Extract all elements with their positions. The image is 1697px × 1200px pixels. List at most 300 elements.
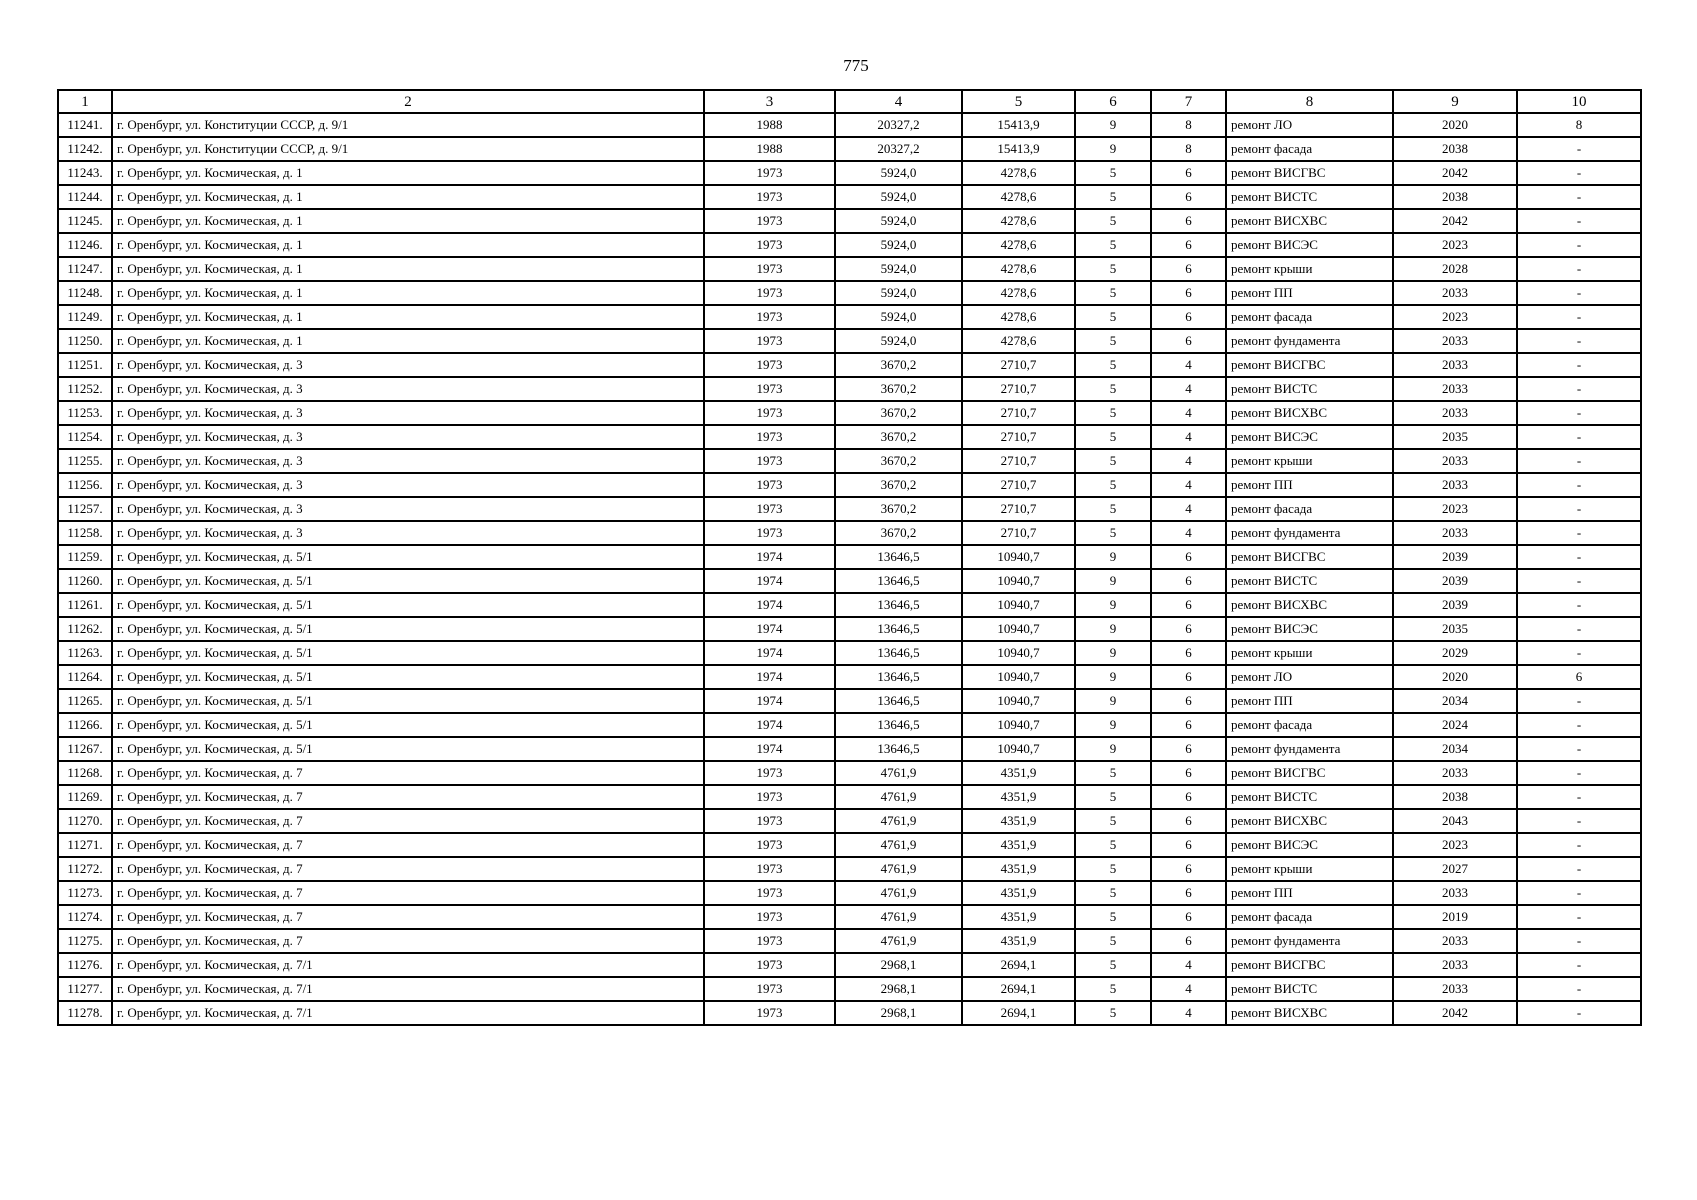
cell-floors: 5 [1075,929,1151,953]
cell-living-area: 10940,7 [962,569,1075,593]
cell-entrances: 6 [1151,905,1226,929]
cell-living-area: 4351,9 [962,905,1075,929]
cell-year-built: 1973 [704,281,835,305]
table-row [58,977,1641,1001]
cell-floors: 5 [1075,521,1151,545]
cell-living-area: 4351,9 [962,809,1075,833]
cell-repair-type: ремонт ВИСЭС [1226,617,1393,641]
cell-year-built: 1973 [704,521,835,545]
cell-living-area: 4278,6 [962,281,1075,305]
table-row [58,521,1641,545]
column-header-10: 10 [1517,90,1641,113]
cell-floors: 9 [1075,713,1151,737]
cell-planned-year: 2023 [1393,833,1517,857]
cell-living-area: 4351,9 [962,785,1075,809]
cell-total-area: 4761,9 [835,785,962,809]
cell-total-area: 13646,5 [835,713,962,737]
cell-col10-value: - [1517,353,1641,377]
cell-address: г. Оренбург, ул. Космическая, д. 3 [112,425,704,449]
cell-entrances: 6 [1151,257,1226,281]
cell-repair-type: ремонт ЛО [1226,113,1393,137]
cell-floors: 5 [1075,377,1151,401]
cell-year-built: 1973 [704,449,835,473]
cell-entrances: 6 [1151,857,1226,881]
cell-year-built: 1974 [704,617,835,641]
cell-floors: 5 [1075,473,1151,497]
cell-floors: 5 [1075,233,1151,257]
cell-planned-year: 2042 [1393,1001,1517,1025]
cell-repair-type: ремонт ВИСЭС [1226,833,1393,857]
cell-col10-value: - [1517,785,1641,809]
cell-col10-value: - [1517,281,1641,305]
cell-address: г. Оренбург, ул. Космическая, д. 5/1 [112,545,704,569]
cell-entrances: 4 [1151,473,1226,497]
cell-row-number: 11265. [58,689,112,713]
cell-total-area: 3670,2 [835,377,962,401]
table-row [58,641,1641,665]
cell-year-built: 1974 [704,665,835,689]
cell-row-number: 11256. [58,473,112,497]
cell-address: г. Оренбург, ул. Космическая, д. 5/1 [112,713,704,737]
cell-total-area: 5924,0 [835,185,962,209]
cell-repair-type: ремонт фундамента [1226,521,1393,545]
cell-total-area: 13646,5 [835,569,962,593]
cell-col10-value: - [1517,377,1641,401]
cell-col10-value: - [1517,569,1641,593]
cell-entrances: 4 [1151,521,1226,545]
cell-planned-year: 2033 [1393,977,1517,1001]
table-row [58,785,1641,809]
cell-planned-year: 2033 [1393,377,1517,401]
table-row [58,113,1641,137]
cell-row-number: 11254. [58,425,112,449]
cell-row-number: 11266. [58,713,112,737]
cell-planned-year: 2019 [1393,905,1517,929]
cell-living-area: 2710,7 [962,449,1075,473]
cell-entrances: 6 [1151,233,1226,257]
cell-entrances: 4 [1151,1001,1226,1025]
cell-total-area: 4761,9 [835,761,962,785]
cell-living-area: 2710,7 [962,425,1075,449]
cell-planned-year: 2020 [1393,665,1517,689]
cell-living-area: 4351,9 [962,833,1075,857]
cell-col10-value: - [1517,929,1641,953]
column-header-7: 7 [1151,90,1226,113]
cell-address: г. Оренбург, ул. Космическая, д. 3 [112,401,704,425]
cell-row-number: 11255. [58,449,112,473]
cell-repair-type: ремонт ВИСТС [1226,569,1393,593]
cell-living-area: 4351,9 [962,857,1075,881]
cell-row-number: 11246. [58,233,112,257]
cell-repair-type: ремонт фасада [1226,905,1393,929]
cell-planned-year: 2039 [1393,569,1517,593]
cell-year-built: 1973 [704,881,835,905]
cell-col10-value: - [1517,449,1641,473]
cell-living-area: 4351,9 [962,761,1075,785]
cell-floors: 5 [1075,977,1151,1001]
table-row [58,449,1641,473]
cell-repair-type: ремонт крыши [1226,257,1393,281]
cell-total-area: 5924,0 [835,305,962,329]
cell-repair-type: ремонт фасада [1226,305,1393,329]
cell-col10-value: - [1517,761,1641,785]
cell-address: г. Оренбург, ул. Космическая, д. 7/1 [112,953,704,977]
cell-total-area: 3670,2 [835,497,962,521]
cell-address: г. Оренбург, ул. Космическая, д. 1 [112,185,704,209]
cell-floors: 5 [1075,329,1151,353]
cell-col10-value: - [1517,1001,1641,1025]
cell-entrances: 6 [1151,281,1226,305]
cell-repair-type: ремонт ПП [1226,473,1393,497]
cell-total-area: 5924,0 [835,329,962,353]
column-header-2: 2 [112,90,704,113]
cell-floors: 5 [1075,161,1151,185]
cell-living-area: 4278,6 [962,329,1075,353]
cell-entrances: 6 [1151,761,1226,785]
table-row [58,833,1641,857]
cell-repair-type: ремонт ВИСЭС [1226,425,1393,449]
cell-row-number: 11244. [58,185,112,209]
cell-col10-value: - [1517,305,1641,329]
table-row [58,737,1641,761]
cell-entrances: 6 [1151,209,1226,233]
cell-year-built: 1973 [704,209,835,233]
cell-col10-value: - [1517,593,1641,617]
cell-address: г. Оренбург, ул. Космическая, д. 7 [112,881,704,905]
cell-total-area: 13646,5 [835,545,962,569]
cell-total-area: 2968,1 [835,953,962,977]
cell-col10-value: - [1517,209,1641,233]
cell-col10-value: - [1517,473,1641,497]
cell-total-area: 4761,9 [835,833,962,857]
cell-total-area: 5924,0 [835,161,962,185]
cell-living-area: 2710,7 [962,473,1075,497]
cell-planned-year: 2027 [1393,857,1517,881]
cell-repair-type: ремонт ВИСТС [1226,977,1393,1001]
cell-entrances: 6 [1151,689,1226,713]
cell-year-built: 1974 [704,545,835,569]
cell-year-built: 1973 [704,401,835,425]
cell-address: г. Оренбург, ул. Космическая, д. 7 [112,857,704,881]
table-row [58,473,1641,497]
cell-year-built: 1974 [704,713,835,737]
table-row [58,401,1641,425]
cell-year-built: 1973 [704,185,835,209]
cell-floors: 5 [1075,425,1151,449]
cell-total-area: 13646,5 [835,617,962,641]
cell-living-area: 4351,9 [962,929,1075,953]
cell-floors: 5 [1075,881,1151,905]
column-header-5: 5 [962,90,1075,113]
table-row [58,257,1641,281]
cell-repair-type: ремонт ВИСГВС [1226,353,1393,377]
cell-total-area: 4761,9 [835,929,962,953]
cell-floors: 5 [1075,353,1151,377]
cell-living-area: 2710,7 [962,497,1075,521]
cell-row-number: 11251. [58,353,112,377]
cell-entrances: 6 [1151,329,1226,353]
cell-row-number: 11250. [58,329,112,353]
cell-row-number: 11242. [58,137,112,161]
cell-col10-value: - [1517,713,1641,737]
cell-living-area: 4278,6 [962,257,1075,281]
table-row [58,137,1641,161]
cell-floors: 5 [1075,401,1151,425]
cell-year-built: 1973 [704,905,835,929]
cell-entrances: 6 [1151,929,1226,953]
cell-planned-year: 2023 [1393,233,1517,257]
cell-year-built: 1973 [704,761,835,785]
cell-address: г. Оренбург, ул. Космическая, д. 7 [112,929,704,953]
cell-living-area: 2710,7 [962,377,1075,401]
cell-floors: 5 [1075,497,1151,521]
cell-repair-type: ремонт крыши [1226,857,1393,881]
cell-address: г. Оренбург, ул. Космическая, д. 1 [112,257,704,281]
cell-planned-year: 2033 [1393,521,1517,545]
cell-address: г. Оренбург, ул. Космическая, д. 3 [112,521,704,545]
cell-year-built: 1973 [704,833,835,857]
cell-col10-value: - [1517,809,1641,833]
cell-col10-value: - [1517,689,1641,713]
cell-address: г. Оренбург, ул. Космическая, д. 7 [112,905,704,929]
cell-entrances: 6 [1151,617,1226,641]
cell-living-area: 15413,9 [962,113,1075,137]
cell-col10-value: - [1517,857,1641,881]
cell-year-built: 1974 [704,641,835,665]
cell-repair-type: ремонт ВИСГВС [1226,761,1393,785]
cell-total-area: 20327,2 [835,113,962,137]
cell-entrances: 6 [1151,161,1226,185]
cell-entrances: 4 [1151,401,1226,425]
cell-planned-year: 2033 [1393,281,1517,305]
cell-col10-value: - [1517,521,1641,545]
cell-row-number: 11259. [58,545,112,569]
cell-address: г. Оренбург, ул. Космическая, д. 1 [112,161,704,185]
cell-living-area: 10940,7 [962,713,1075,737]
cell-col10-value: - [1517,233,1641,257]
column-header-4: 4 [835,90,962,113]
cell-total-area: 13646,5 [835,593,962,617]
cell-address: г. Оренбург, ул. Космическая, д. 3 [112,377,704,401]
cell-address: г. Оренбург, ул. Космическая, д. 3 [112,473,704,497]
cell-repair-type: ремонт ВИСТС [1226,185,1393,209]
cell-year-built: 1973 [704,953,835,977]
cell-row-number: 11273. [58,881,112,905]
cell-floors: 5 [1075,449,1151,473]
cell-total-area: 5924,0 [835,209,962,233]
cell-floors: 9 [1075,113,1151,137]
cell-row-number: 11248. [58,281,112,305]
cell-year-built: 1973 [704,1001,835,1025]
cell-repair-type: ремонт фасада [1226,137,1393,161]
table-row [58,209,1641,233]
cell-planned-year: 2033 [1393,929,1517,953]
cell-year-built: 1973 [704,785,835,809]
cell-row-number: 11267. [58,737,112,761]
cell-planned-year: 2042 [1393,161,1517,185]
cell-col10-value: - [1517,329,1641,353]
cell-row-number: 11268. [58,761,112,785]
cell-col10-value: - [1517,833,1641,857]
cell-row-number: 11243. [58,161,112,185]
cell-col10-value: - [1517,905,1641,929]
cell-row-number: 11270. [58,809,112,833]
cell-row-number: 11260. [58,569,112,593]
table-row [58,617,1641,641]
cell-address: г. Оренбург, ул. Космическая, д. 1 [112,305,704,329]
cell-total-area: 13646,5 [835,665,962,689]
cell-planned-year: 2023 [1393,497,1517,521]
cell-year-built: 1973 [704,329,835,353]
cell-repair-type: ремонт фундамента [1226,737,1393,761]
table-row [58,809,1641,833]
cell-total-area: 2968,1 [835,1001,962,1025]
cell-address: г. Оренбург, ул. Космическая, д. 7 [112,809,704,833]
cell-planned-year: 2038 [1393,137,1517,161]
cell-living-area: 2710,7 [962,401,1075,425]
cell-entrances: 4 [1151,449,1226,473]
cell-row-number: 11274. [58,905,112,929]
cell-row-number: 11263. [58,641,112,665]
cell-row-number: 11275. [58,929,112,953]
cell-planned-year: 2034 [1393,737,1517,761]
cell-year-built: 1973 [704,929,835,953]
cell-row-number: 11241. [58,113,112,137]
cell-living-area: 4278,6 [962,161,1075,185]
cell-planned-year: 2043 [1393,809,1517,833]
cell-floors: 9 [1075,137,1151,161]
cell-total-area: 13646,5 [835,689,962,713]
cell-year-built: 1974 [704,737,835,761]
cell-planned-year: 2033 [1393,401,1517,425]
cell-entrances: 6 [1151,593,1226,617]
cell-row-number: 11252. [58,377,112,401]
cell-total-area: 2968,1 [835,977,962,1001]
cell-planned-year: 2028 [1393,257,1517,281]
cell-planned-year: 2035 [1393,617,1517,641]
cell-address: г. Оренбург, ул. Космическая, д. 3 [112,497,704,521]
cell-planned-year: 2042 [1393,209,1517,233]
cell-col10-value: - [1517,401,1641,425]
cell-year-built: 1974 [704,689,835,713]
cell-repair-type: ремонт ВИСХВС [1226,401,1393,425]
cell-year-built: 1973 [704,257,835,281]
cell-planned-year: 2038 [1393,785,1517,809]
cell-floors: 9 [1075,665,1151,689]
cell-entrances: 6 [1151,665,1226,689]
cell-repair-type: ремонт ВИСТС [1226,785,1393,809]
cell-year-built: 1973 [704,305,835,329]
cell-year-built: 1973 [704,977,835,1001]
cell-address: г. Оренбург, ул. Космическая, д. 1 [112,209,704,233]
cell-total-area: 4761,9 [835,809,962,833]
cell-repair-type: ремонт фасада [1226,497,1393,521]
cell-row-number: 11262. [58,617,112,641]
table-row [58,593,1641,617]
cell-total-area: 13646,5 [835,641,962,665]
cell-floors: 9 [1075,641,1151,665]
cell-living-area: 2694,1 [962,953,1075,977]
cell-floors: 9 [1075,545,1151,569]
cell-repair-type: ремонт фундамента [1226,329,1393,353]
cell-total-area: 3670,2 [835,401,962,425]
cell-planned-year: 2029 [1393,641,1517,665]
cell-repair-type: ремонт ВИСХВС [1226,1001,1393,1025]
cell-total-area: 5924,0 [835,233,962,257]
cell-floors: 5 [1075,1001,1151,1025]
cell-address: г. Оренбург, ул. Космическая, д. 7 [112,785,704,809]
cell-address: г. Оренбург, ул. Космическая, д. 1 [112,281,704,305]
cell-total-area: 3670,2 [835,521,962,545]
cell-col10-value: - [1517,137,1641,161]
cell-total-area: 5924,0 [835,281,962,305]
cell-year-built: 1973 [704,857,835,881]
cell-entrances: 4 [1151,377,1226,401]
cell-address: г. Оренбург, ул. Космическая, д. 7 [112,761,704,785]
table-row [58,305,1641,329]
table-row [58,761,1641,785]
cell-repair-type: ремонт фундамента [1226,929,1393,953]
cell-row-number: 11278. [58,1001,112,1025]
cell-planned-year: 2039 [1393,545,1517,569]
table-row [58,569,1641,593]
cell-col10-value: - [1517,545,1641,569]
cell-living-area: 10940,7 [962,617,1075,641]
table-row [58,929,1641,953]
table-row [58,905,1641,929]
cell-row-number: 11272. [58,857,112,881]
cell-row-number: 11247. [58,257,112,281]
cell-entrances: 8 [1151,113,1226,137]
cell-year-built: 1973 [704,425,835,449]
cell-entrances: 6 [1151,833,1226,857]
cell-planned-year: 2035 [1393,425,1517,449]
cell-floors: 9 [1075,689,1151,713]
cell-total-area: 13646,5 [835,737,962,761]
cell-repair-type: ремонт ВИСЭС [1226,233,1393,257]
table-row [58,497,1641,521]
table-row [58,713,1641,737]
table-row [58,233,1641,257]
cell-floors: 5 [1075,281,1151,305]
cell-address: г. Оренбург, ул. Конституции СССР, д. 9/1 [112,137,704,161]
cell-repair-type: ремонт ВИСГВС [1226,161,1393,185]
cell-address: г. Оренбург, ул. Космическая, д. 7/1 [112,1001,704,1025]
column-header-3: 3 [704,90,835,113]
cell-entrances: 8 [1151,137,1226,161]
table-row [58,377,1641,401]
cell-repair-type: ремонт крыши [1226,449,1393,473]
cell-entrances: 4 [1151,425,1226,449]
cell-col10-value: 8 [1517,113,1641,137]
cell-floors: 5 [1075,833,1151,857]
cell-repair-type: ремонт ВИСХВС [1226,809,1393,833]
cell-row-number: 11271. [58,833,112,857]
cell-entrances: 6 [1151,809,1226,833]
table-row [58,185,1641,209]
cell-living-area: 10940,7 [962,737,1075,761]
cell-year-built: 1973 [704,377,835,401]
cell-repair-type: ремонт ВИСХВС [1226,209,1393,233]
table-row [58,425,1641,449]
cell-living-area: 4278,6 [962,185,1075,209]
cell-floors: 5 [1075,905,1151,929]
cell-floors: 5 [1075,809,1151,833]
cell-col10-value: - [1517,641,1641,665]
cell-entrances: 6 [1151,713,1226,737]
cell-year-built: 1974 [704,593,835,617]
cell-total-area: 4761,9 [835,857,962,881]
